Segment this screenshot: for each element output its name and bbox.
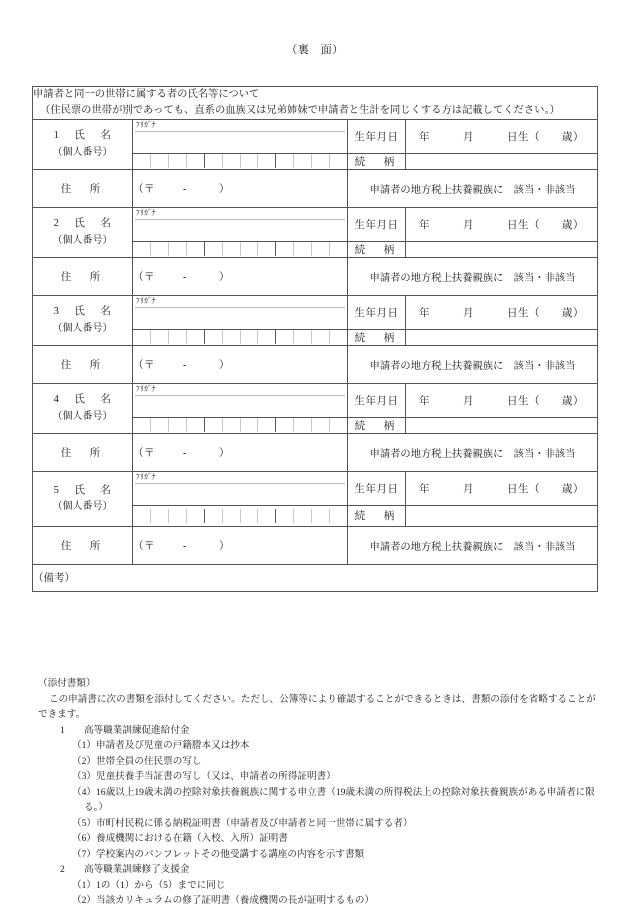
furigana-label: ﾌﾘｶﾞﾅ	[136, 295, 156, 305]
number-grid-2	[133, 242, 347, 256]
number-grid-3	[133, 330, 347, 344]
birth-date-label-5: 生年月日	[348, 471, 406, 505]
address-label-3: 住 所	[33, 345, 133, 383]
attachment-section-1	[46, 723, 602, 739]
section-heading-2: 高等職業訓練修了支援金	[83, 864, 190, 876]
member-index-1: 1	[53, 130, 62, 141]
tax-dependent-option-3[interactable]: 申請者の地方税上扶養親族に 該当・非該当	[348, 345, 598, 383]
zip-open-5: （〒	[133, 540, 155, 552]
attachment-item	[32, 769, 602, 785]
birth-date-input-3[interactable]: 年 月 日生（ 歳）	[406, 295, 598, 329]
relationship-label-4: 続 柄	[348, 417, 406, 433]
zip-code-field-4[interactable]	[133, 448, 230, 459]
zip-code-field-1[interactable]	[133, 184, 230, 195]
personal-number-label: （個人番号）	[52, 410, 113, 422]
member-name-label-1	[33, 119, 133, 169]
item-label: （1）	[72, 879, 96, 891]
name-label-text: 氏 名	[74, 306, 114, 317]
table-header-cell	[33, 87, 598, 120]
address-input-2[interactable]	[133, 257, 348, 295]
member-name-row	[33, 383, 598, 417]
item-text: 学校案内のパンフレットその他受講する講座の内容を示す書類	[95, 848, 365, 860]
relationship-label-2: 続 柄	[348, 241, 406, 257]
zip-dash-5: -	[183, 540, 187, 552]
member-name-row	[33, 295, 598, 329]
member-name-label-4	[33, 383, 133, 433]
furigana-label: ﾌﾘｶﾞﾅ	[136, 119, 156, 129]
relationship-label-3: 続 柄	[348, 329, 406, 345]
item-text: 申請者及び児童の戸籍謄本又は抄本	[95, 740, 250, 752]
furigana-rule	[135, 131, 345, 132]
address-input-1[interactable]	[133, 169, 348, 207]
item-text: 養成機関における在籍（入校、入所）証明書	[95, 833, 288, 845]
item-label: （7）	[72, 848, 96, 860]
item-text: 当該カリキュラムの修了証明書（養成機関の長が証明するもの）	[95, 895, 375, 907]
address-label-1: 住 所	[33, 169, 133, 207]
relationship-input-3[interactable]	[406, 329, 598, 345]
address-label-4: 住 所	[33, 433, 133, 471]
member-index-4: 4	[53, 394, 62, 405]
remarks-row	[33, 564, 598, 591]
header-line-1: 申請者と同一の世帯に属する者の氏名等について	[33, 89, 260, 100]
member-address-row	[33, 345, 598, 383]
address-input-5[interactable]	[133, 526, 348, 564]
member-name-row	[33, 119, 598, 153]
furigana-rule	[135, 483, 345, 484]
zip-close-4: ）	[219, 447, 230, 459]
name-label-text: 氏 名	[74, 218, 114, 229]
member-address-row	[33, 526, 598, 564]
attachment-item	[32, 878, 602, 894]
relationship-input-4[interactable]	[406, 417, 598, 433]
furigana-label: ﾌﾘｶﾞﾅ	[136, 207, 156, 217]
item-text: 1の（1）から（5）までに同じ	[95, 879, 226, 891]
number-grid-1	[133, 154, 347, 168]
relationship-input-2[interactable]	[406, 241, 598, 257]
remarks-input[interactable]: （備考）	[33, 564, 598, 591]
member-name-label-2	[33, 207, 133, 257]
table-header-row	[33, 87, 598, 120]
zip-dash-1: -	[183, 183, 187, 195]
personal-number-label: （個人番号）	[52, 322, 113, 334]
name-input-2[interactable]	[133, 207, 348, 241]
furigana-label: ﾌﾘｶﾞﾅ	[136, 471, 156, 481]
relationship-input-5[interactable]	[406, 505, 598, 526]
birth-date-input-1[interactable]: 年 月 日生（ 歳）	[406, 119, 598, 153]
member-address-row	[33, 169, 598, 207]
zip-open-1: （〒	[133, 183, 155, 195]
member-index-5: 5	[53, 484, 62, 496]
attachment-item	[32, 754, 602, 770]
name-input-4[interactable]	[133, 383, 348, 417]
address-input-4[interactable]	[133, 433, 348, 471]
zip-close-3: ）	[219, 359, 230, 371]
header-line-2: （住民票の世帯が別であっても、直系の血族又は兄弟姉妹で申請者と生計を同じくする方は記載してください。）	[40, 104, 560, 116]
attachment-item	[32, 816, 602, 832]
member-name-label-5	[33, 471, 133, 526]
attachment-item	[32, 738, 602, 754]
member-name-row	[33, 471, 598, 505]
address-label-2: 住 所	[33, 257, 133, 295]
number-grid-4	[133, 418, 347, 432]
attachments-title: （添付書類）	[38, 678, 96, 689]
name-input-3[interactable]	[133, 295, 348, 329]
personal-number-label: （個人番号）	[52, 501, 113, 513]
relationship-label-5: 続 柄	[348, 505, 406, 526]
attachment-notes	[32, 676, 602, 909]
zip-close-2: ）	[219, 271, 230, 283]
attachment-item	[32, 831, 602, 847]
furigana-rule	[135, 395, 345, 396]
section-number-1: 1	[60, 724, 65, 736]
item-text: 世帯全員の住民票の写し	[95, 755, 202, 767]
personal-number-input-1[interactable]	[133, 153, 348, 169]
item-label: （4）	[72, 786, 96, 798]
item-label: （2）	[72, 755, 96, 767]
personal-number-input-4[interactable]	[133, 417, 348, 433]
zip-close-1: ）	[219, 183, 230, 195]
page-title: （裏 面）	[286, 44, 344, 56]
household-members-table	[32, 86, 598, 592]
personal-number-input-5[interactable]	[133, 505, 348, 526]
attachments-intro: この申請書に次の書類を添付してください。ただし、公簿等により確認することができるときは、書類の添付を省略することができます。	[38, 693, 596, 721]
zip-dash-2: -	[183, 271, 187, 283]
name-label-text: 氏 名	[74, 130, 114, 141]
zip-code-field-3[interactable]	[133, 360, 230, 371]
personal-number-input-3[interactable]	[133, 329, 348, 345]
section-number-2: 2	[60, 864, 65, 876]
member-address-row	[33, 433, 598, 471]
item-label: （3）	[72, 771, 96, 783]
tax-dependent-option-5[interactable]: 申請者の地方税上扶養親族に 該当・非該当	[348, 526, 598, 564]
zip-open-2: （〒	[133, 271, 155, 283]
item-text: 市町村民税に係る納税証明書（申請者及び申請者と同一世帯に属する者）	[95, 817, 413, 829]
zip-open-3: （〒	[133, 359, 155, 371]
zip-dash-4: -	[183, 447, 187, 459]
personal-number-label: （個人番号）	[52, 146, 113, 158]
birth-date-label-1: 生年月日	[348, 119, 406, 153]
zip-code-field-5[interactable]	[133, 541, 230, 552]
member-index-3: 3	[53, 306, 62, 317]
birth-date-input-2[interactable]: 年 月 日生（ 歳）	[406, 207, 598, 241]
birth-date-label-4: 生年月日	[348, 383, 406, 417]
tax-dependent-option-2[interactable]: 申請者の地方税上扶養親族に 該当・非該当	[348, 257, 598, 295]
zip-code-field-2[interactable]	[133, 272, 230, 283]
zip-dash-3: -	[183, 359, 187, 371]
birth-date-input-5[interactable]: 年 月 日生（ 歳）	[406, 471, 598, 505]
item-label: （1）	[72, 740, 96, 752]
name-input-1[interactable]	[133, 119, 348, 153]
name-label-text: 氏 名	[74, 394, 114, 405]
item-label: （2）	[72, 895, 96, 907]
address-label-5: 住 所	[33, 526, 133, 564]
member-name-label-3	[33, 295, 133, 345]
tax-dependent-option-1[interactable]: 申請者の地方税上扶養親族に 該当・非該当	[348, 169, 598, 207]
furigana-label: ﾌﾘｶﾞﾅ	[136, 383, 156, 393]
section-heading-1: 高等職業訓練促進給付金	[83, 724, 190, 736]
member-address-row	[33, 257, 598, 295]
name-input-5[interactable]	[133, 471, 348, 505]
relationship-label-1: 続 柄	[348, 153, 406, 169]
name-label-text: 氏 名	[74, 484, 114, 496]
address-input-3[interactable]	[133, 345, 348, 383]
attachment-item	[32, 893, 602, 909]
item-label: （6）	[72, 833, 96, 845]
member-index-2: 2	[53, 218, 62, 229]
zip-close-5: ）	[219, 540, 230, 552]
birth-date-label-2: 生年月日	[348, 207, 406, 241]
item-text: 児童扶養手当証書の写し（又は、申請者の所得証明書）	[95, 771, 336, 783]
tax-dependent-option-4[interactable]: 申請者の地方税上扶養親族に 該当・非該当	[348, 433, 598, 471]
furigana-rule	[135, 219, 345, 220]
item-label: （5）	[72, 817, 96, 829]
attachment-item	[32, 847, 602, 863]
zip-open-4: （〒	[133, 447, 155, 459]
number-grid-5	[133, 509, 347, 523]
item-text: 16歳以上19歳未満の控除対象扶養親族に関する申立書（19歳未満の所得税法上の控除対象扶養親族がある申請者に限る。）	[84, 786, 595, 814]
personal-number-label: （個人番号）	[52, 234, 113, 246]
relationship-input-1[interactable]	[406, 153, 598, 169]
table-body	[33, 87, 598, 592]
birth-date-input-4[interactable]: 年 月 日生（ 歳）	[406, 383, 598, 417]
member-name-row	[33, 207, 598, 241]
personal-number-input-2[interactable]	[133, 241, 348, 257]
furigana-rule	[135, 307, 345, 308]
attachment-section-2	[46, 862, 602, 878]
birth-date-label-3: 生年月日	[348, 295, 406, 329]
attachment-item	[32, 785, 602, 816]
